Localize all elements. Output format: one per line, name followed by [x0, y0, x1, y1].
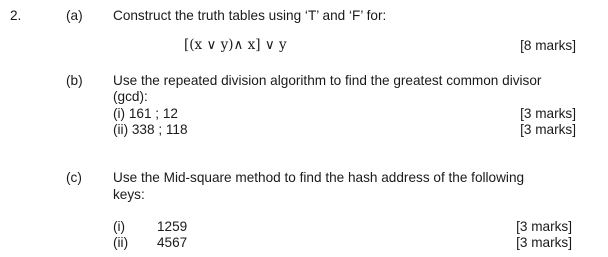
part-c-item-i-value: 1259: [157, 219, 188, 234]
part-c-item-ii-label: (ii): [113, 235, 129, 250]
part-b-item-ii-marks: [3 marks]: [520, 122, 576, 137]
part-a-instruction: Construct the truth tables using ‘T’ and ‘F’ for:: [113, 8, 387, 23]
part-b-item-i: (i) 161 ; 12: [113, 106, 178, 121]
part-a-label: (a): [66, 8, 83, 23]
part-c-instruction-line2: keys:: [113, 187, 145, 202]
part-b-item-ii: (ii) 338 ; 118: [113, 122, 188, 137]
part-a-marks: [8 marks]: [520, 38, 576, 53]
part-b-label: (b): [66, 73, 83, 88]
part-b-item-i-marks: [3 marks]: [520, 106, 576, 121]
part-c-item-i-label: (i): [113, 219, 126, 234]
part-c-instruction-line1: Use the Mid-square method to find the hash address of the following: [113, 170, 525, 185]
part-c-item-ii-marks: [3 marks]: [516, 235, 572, 250]
part-a-formula: [(x ∨ y)∧ x] ∨ y: [184, 37, 287, 53]
part-c-item-i-marks: [3 marks]: [516, 219, 572, 234]
part-c-label: (c): [66, 170, 82, 185]
part-b-instruction-line1: Use the repeated division algorithm to find the greatest common divisor: [113, 73, 542, 88]
part-b-instruction-line2: (gcd):: [113, 89, 148, 104]
part-c-item-ii-value: 4567: [157, 235, 188, 250]
question-number: 2.: [10, 8, 22, 23]
